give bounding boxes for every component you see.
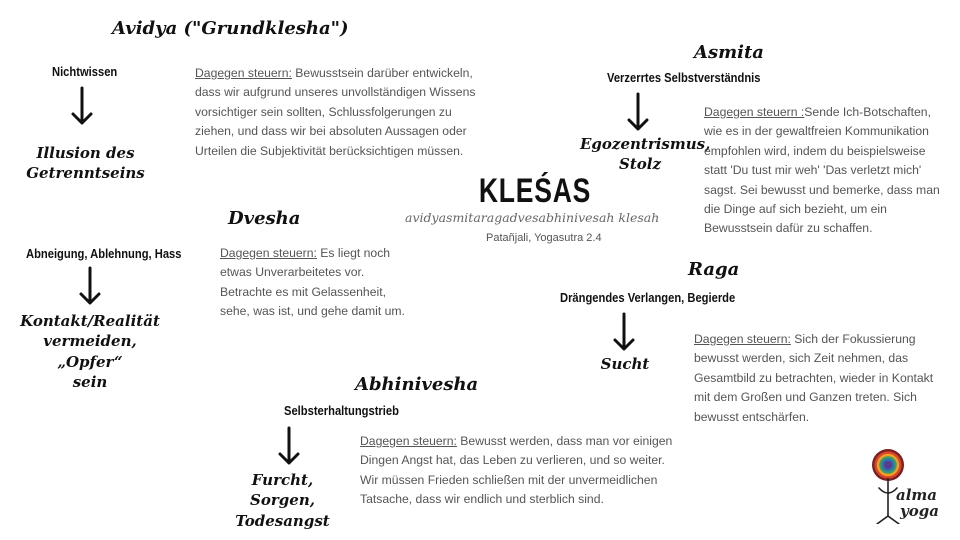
raga-result [585, 354, 665, 374]
counter-label: Dagegen steuern : [704, 105, 805, 119]
counter-label: Dagegen steuern: [220, 246, 317, 260]
dvesha-heading: Dvesha [228, 208, 301, 229]
raga-down-arrow-icon [612, 312, 636, 352]
sutra-reference: Patañjali, Yogasutra 2.4 [486, 232, 602, 244]
result-line: Getrenntseins [26, 164, 145, 183]
abhinivesha-counter-text [360, 432, 678, 510]
result-line: Sucht [600, 355, 650, 373]
avidya-result [18, 143, 153, 184]
abhinivesha-heading: Abhinivesha [355, 374, 479, 395]
page-title: KLEŚAS [478, 172, 592, 210]
sutra-verse: avidyasmitaragadvesabhinivesah klesah [405, 210, 660, 225]
logo-rings-icon [871, 448, 905, 482]
alma-yoga-logo [866, 448, 946, 528]
counter-body: Bewusst werden, dass man vor einigen Dingen Angst hat, das Leben zu verlieren, und so weiter. Wir müssen Frieden schließen mit der unvermeidlichen Tatsache, dass wir endlich und sterblich sind. [360, 434, 673, 507]
asmita-keyword: Verzerrtes Selbstverständnis [607, 70, 761, 85]
counter-body: Sende Ich-Botschaften, wie es in der gewaltfreien Kommunikation empfohlen wird, indem du beispielsweise statt 'Du tust mir weh' 'Das verletzt mich' sagst. Sei bewusst und bemerke, dass man die Dinge auf sich bezieht, um ein Bewusstsein dafür zu schaffen. [704, 105, 940, 236]
avidya-counter-text [195, 64, 487, 161]
result-line: Egozentrismus, [580, 135, 711, 153]
abhinivesha-down-arrow-icon [277, 426, 301, 466]
counter-body: Es liegt noch etwas Unverarbeitetes vor. Betrachte es mit Gelassenheit, sehe, was ist, und gehe damit um. [220, 246, 405, 319]
logo-text-line2: yoga [900, 502, 939, 520]
result-line: Kontakt/Realität [20, 312, 160, 330]
counter-label: Dagegen steuern: [694, 332, 791, 346]
avidya-keyword: Nichtwissen [52, 64, 118, 79]
result-line: Todesangst [235, 511, 330, 530]
result-line: sein [72, 372, 108, 391]
dvesha-down-arrow-icon [78, 266, 102, 306]
counter-label: Dagegen steuern: [360, 434, 457, 448]
dvesha-result [10, 311, 170, 392]
abhinivesha-result [220, 470, 345, 531]
dvesha-counter-text [220, 244, 412, 322]
raga-counter-text [694, 330, 950, 427]
asmita-heading: Asmita [694, 42, 764, 63]
counter-body: Bewusstsein darüber entwickeln, dass wir aufgrund unseres unvollständigen Wissens vorsichtiger sein sollten, Schlussfolgerungen zu ziehen, und dass wir bei absoluten Aussagen oder Urteilen die Subjektivität berücksichtigen müssen. [195, 66, 476, 158]
raga-keyword: Drängendes Verlangen, Begierde [560, 290, 736, 305]
abhinivesha-keyword: Selbsterhaltungstrieb [284, 403, 399, 418]
avidya-down-arrow-icon [70, 86, 94, 126]
result-line: Illusion des [36, 144, 135, 162]
asmita-counter-text [704, 103, 944, 239]
logo-ring [884, 461, 892, 469]
result-line: vermeiden, „Opfer“ [43, 332, 137, 371]
counter-body: Sich der Fokussierung bewusst werden, sich Zeit nehmen, das Gesamtbild zu betrachten, wieder in Kontakt mit dem Großen und Ganzen treten. Sich bewusst entschärfen. [694, 332, 934, 424]
asmita-result [580, 134, 711, 175]
asmita-down-arrow-icon [626, 92, 650, 132]
logo-text-line1: alma [896, 486, 938, 504]
avidya-heading: Avidya ("Grundklesha") [112, 18, 349, 39]
result-line: Furcht, Sorgen, [250, 471, 315, 510]
counter-label: Dagegen steuern: [195, 66, 292, 80]
result-line: Stolz [619, 155, 661, 174]
dvesha-keyword: Abneigung, Ablehnung, Hass [26, 246, 182, 261]
raga-heading: Raga [688, 259, 740, 280]
